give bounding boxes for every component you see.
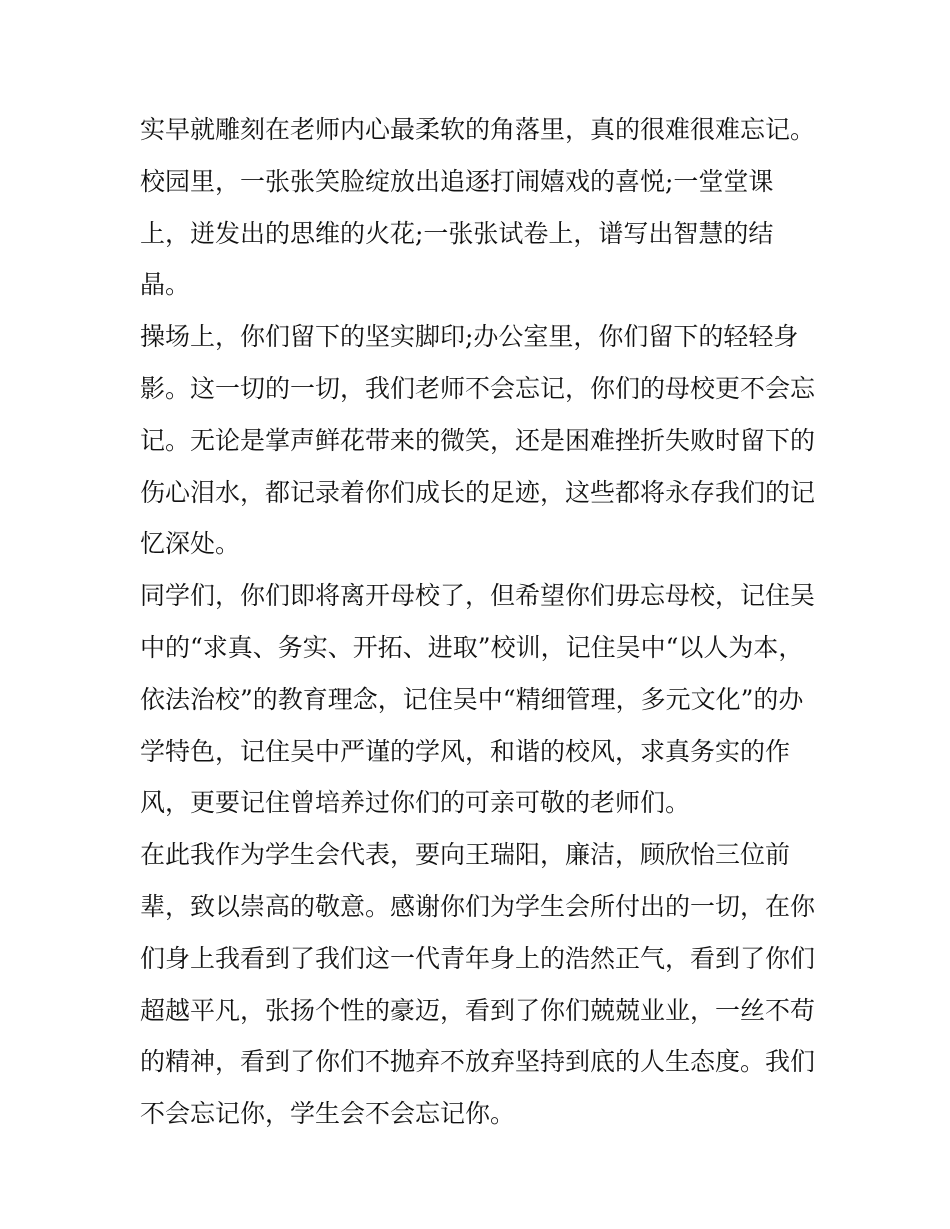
text-line: 影。这一切的一切，我们老师不会忘记，你们的母校更不会忘 (140, 373, 816, 403)
text-line: 上，迸发出的思维的火花;一张张试卷上，谱写出智慧的结 (140, 218, 774, 248)
text-line: 不会忘记你，学生会不会忘记你。 (140, 1099, 516, 1129)
text-line: 忆深处。 (140, 529, 241, 559)
text-line: 同学们，你们即将离开母校了，但希望你们毋忘母校，记住吴 (140, 581, 816, 611)
text-line: 辈，致以崇高的敬意。感谢你们为学生会所付出的一切，在你 (140, 891, 816, 921)
text-line: 们身上我看到了我们这一代青年身上的浩然正气，看到了你们 (140, 943, 816, 973)
text-line: 晶。 (140, 270, 191, 300)
text-line: 中的“求真、务实、开拓、进取”校训，记住吴中“以人为本， (140, 632, 804, 662)
text-line: 超越平凡，张扬个性的豪迈，看到了你们兢兢业业，一丝不苟 (140, 995, 816, 1025)
text-line: 的精神，看到了你们不抛弃不放弃坚持到底的人生态度。我们 (140, 1047, 816, 1077)
text-line: 依法治校”的教育理念，记住吴中“精细管理，多元文化”的办 (140, 684, 804, 714)
text-line: 在此我作为学生会代表，要向王瑞阳，廉洁，顾欣怡三位前 (140, 840, 791, 870)
text-line: 实早就雕刻在老师内心最柔软的角落里，真的很难很难忘记。 (140, 115, 816, 144)
text-line: 风，更要记住曾培养过你们的可亲可敬的老师们。 (140, 788, 691, 818)
text-line: 校园里，一张张笑脸绽放出追逐打闹嬉戏的喜悦;一堂堂课 (140, 166, 774, 196)
document-body (140, 104, 820, 1140)
text-line: 学特色，记住吴中严谨的学风，和谐的校风，求真务实的作 (140, 736, 791, 766)
text-line: 伤心泪水，都记录着你们成长的足迹，这些都将永存我们的记 (140, 477, 816, 507)
text-line: 记。无论是掌声鲜花带来的微笑，还是困难挫折失败时留下的 (140, 425, 816, 455)
text-line: 操场上，你们留下的坚实脚印;办公室里，你们留下的轻轻身 (140, 322, 799, 352)
